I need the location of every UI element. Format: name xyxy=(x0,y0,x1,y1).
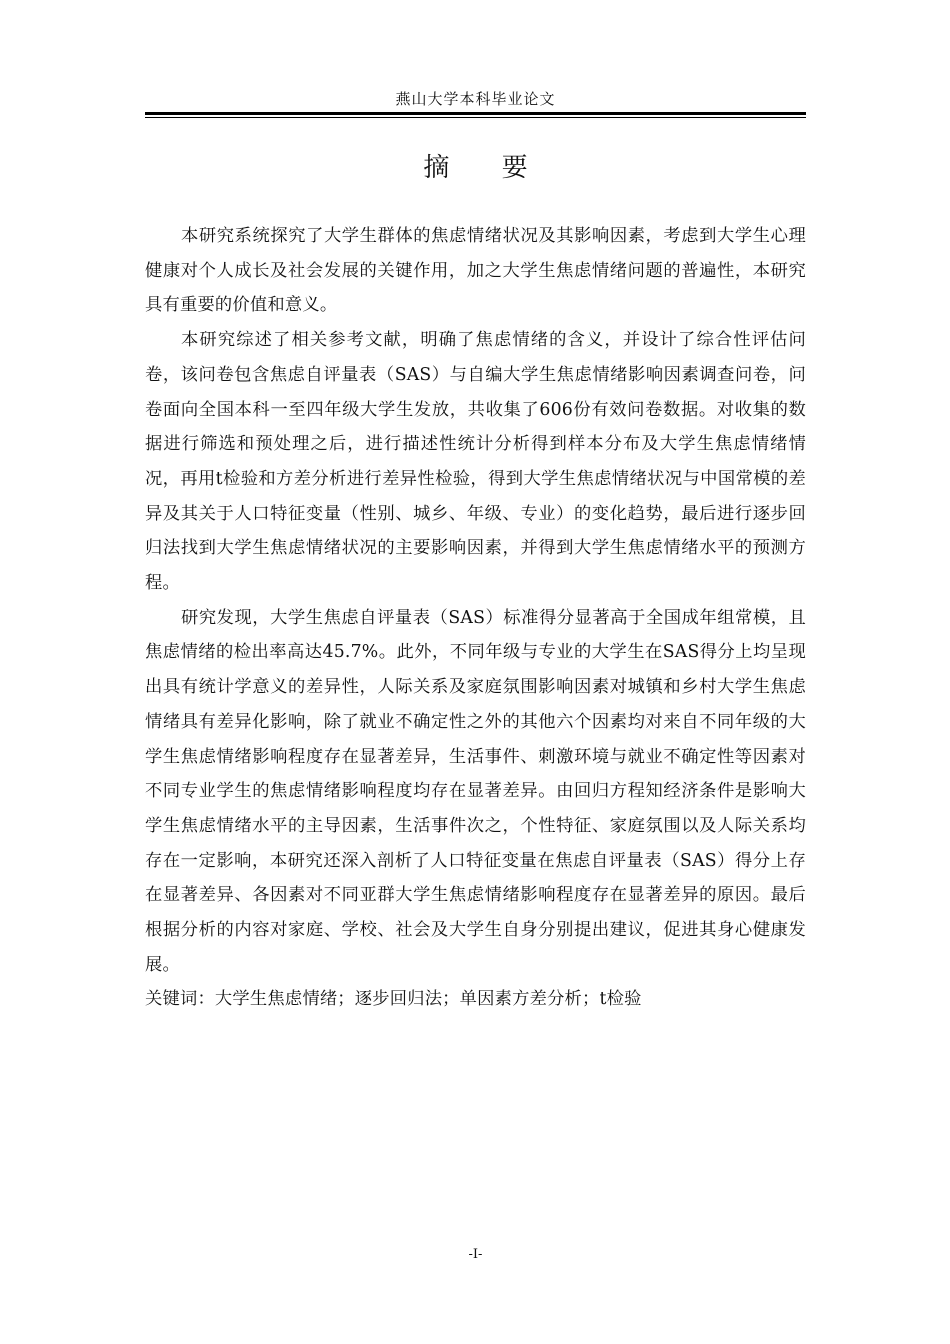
abstract-paragraph-1: 本研究系统探究了大学生群体的焦虑情绪状况及其影响因素，考虑到大学生心理健康对个人成长及社会发展的关键作用，加之大学生焦虑情绪问题的普遍性，本研究具有重要的价值和意义。 xyxy=(145,226,806,316)
abstract-paragraph-2: 本研究综述了相关参考文献，明确了焦虑情绪的含义，并设计了综合性评估问卷，该问卷包含焦虑自评量表（SAS）与自编大学生焦虑情绪影响因素调查问卷，问卷面向全国本科一至四年级大学生发放，共收集了606份有效问卷数据。对收集的数据进行筛选和预处理之后，进行描述性统计分析得到样本分布及大学生焦虑情绪情况，再用t检验和方差分析进行差异性检验，得到大学生焦虑情绪状况与中国常模的差异及其关于人口特征变量（性别、城乡、年级、专业）的变化趋势，最后进行逐步回归法找到大学生焦虑情绪状况的主要影响因素，并得到大学生焦虑情绪水平的预测方程。 xyxy=(145,330,806,594)
abstract-paragraph-3: 研究发现，大学生焦虑自评量表（SAS）标准得分显著高于全国成年组常模，且焦虑情绪的检出率高达45.7%。此外，不同年级与专业的大学生在SAS得分上均呈现出具有统计学意义的差异性，人际关系及家庭氛围影响因素对城镇和乡村大学生焦虑情绪具有差异化影响，除了就业不确定性之外的其他六个因素均对来自不同年级的大学生焦虑情绪影响程度存在显著差异，生活事件、刺激环境与就业不确定性等因素对不同专业学生的焦虑情绪影响程度均存在显著差异。由回归方程知经济条件是影响大学生焦虑情绪水平的主导因素，生活事件次之，个性特征、家庭氛围以及人际关系均存在一定影响，本研究还深入剖析了人口特征变量在焦虑自评量表（SAS）得分上存在显著差异、各因素对不同亚群大学生焦虑情绪影响程度存在显著差异的原因。最后根据分析的内容对家庭、学校、社会及大学生自身分别提出建议，促进其身心健康发展。 xyxy=(145,607,806,975)
keywords-line: 关键词：大学生焦虑情绪；逐步回归法；单因素方差分析；t检验 xyxy=(145,989,642,1010)
page-number: -I- xyxy=(468,1247,483,1262)
running-header: 燕山大学本科毕业论文 xyxy=(395,90,556,108)
header-rule-thick xyxy=(145,112,806,115)
abstract-body xyxy=(145,219,806,1017)
abstract-title: 摘 要 xyxy=(423,153,550,183)
header-rule-thin xyxy=(145,117,806,118)
